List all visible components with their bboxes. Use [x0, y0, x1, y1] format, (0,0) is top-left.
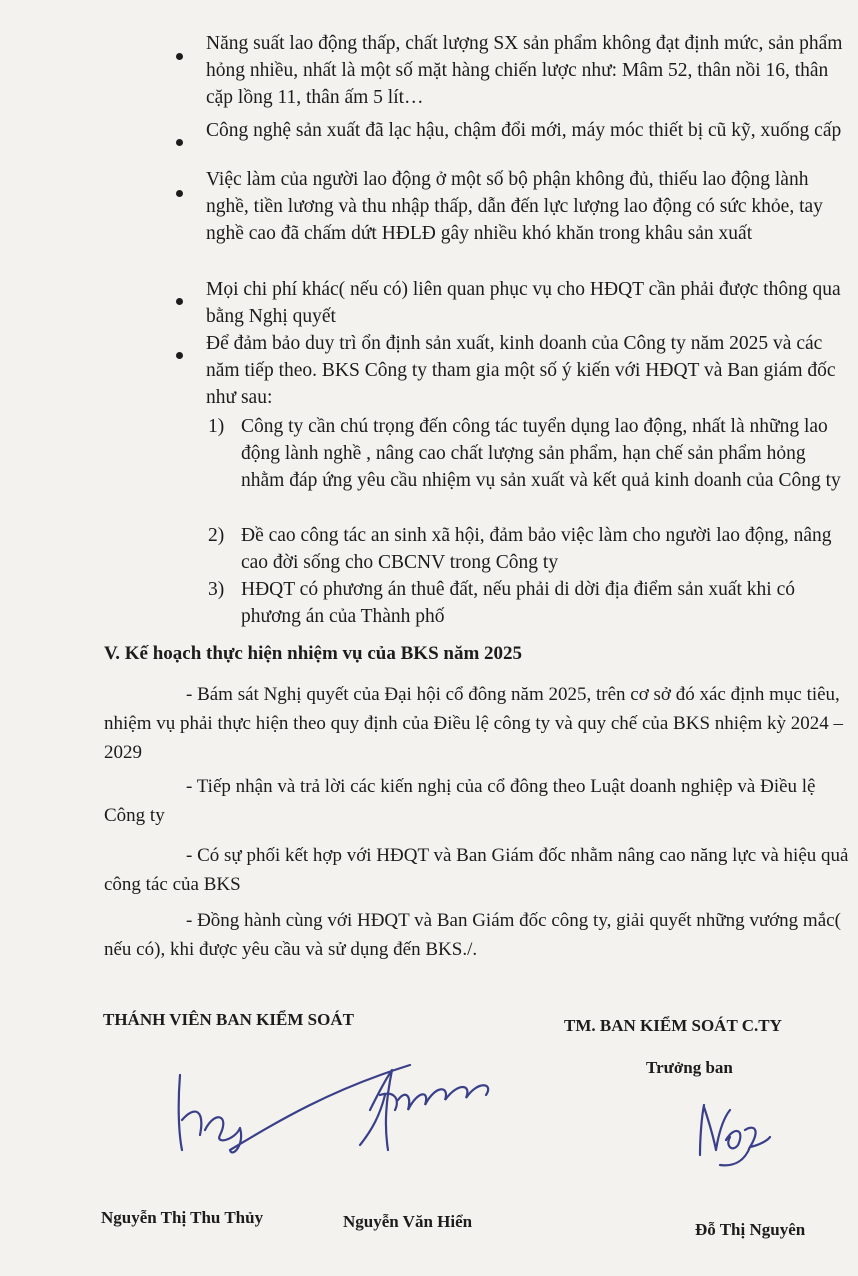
members-title: THÁNH VIÊN BAN KIỂM SOÁT	[103, 1010, 354, 1029]
numbered-label: 2)	[208, 525, 225, 546]
signature-head	[690, 1095, 780, 1170]
paragraph-text: - Đồng hành cùng với HĐQT và Ban Giám đốc công ty, giải quyết những vướng mắc( nếu có), khi được yêu cầu và sử dụng đến BKS./.	[104, 910, 841, 960]
member-name-2: Nguyễn Văn Hiển	[343, 1212, 473, 1231]
bullet-dot	[176, 53, 183, 60]
paragraph-text: - Tiếp nhận và trả lời các kiến nghị của cổ đông theo Luật doanh nghiệp và Điều lệ Công ty	[104, 776, 816, 826]
numbered-text: Công ty cần chú trọng đến công tác tuyển dụng lao động, nhất là những lao động lành nghề , nâng cao chất lượng sản phẩm, hạn chế sản phẩm hỏng nhằm đáp ứng yêu cầu nhiệm vụ sản xuất và kết quả kinh doanh của Công ty	[241, 416, 841, 491]
bullet-text: Để đảm bảo duy trì ổn định sản xuất, kinh doanh của Công ty năm 2025 và các năm tiếp theo. BKS Công ty tham gia một số ý kiến với HĐQT và Ban giám đốc như sau:	[206, 333, 836, 408]
bullet-dot	[176, 139, 183, 146]
head-name: Đỗ Thị Nguyên	[695, 1220, 806, 1239]
head-role: Trưởng ban	[646, 1058, 733, 1077]
bullet-dot	[176, 352, 183, 359]
numbered-label: 3)	[208, 579, 225, 600]
section-heading: V. Kế hoạch thực hiện nhiệm vụ của BKS năm 2025	[104, 643, 523, 664]
numbered-label: 1)	[208, 416, 225, 437]
plan-paragraph	[104, 906, 856, 964]
plan-paragraph	[104, 841, 856, 899]
bullet-text: Công nghệ sản xuất đã lạc hậu, chậm đổi mới, máy móc thiết bị cũ kỹ, xuống cấp	[206, 120, 842, 141]
bullet-text: Việc làm của người lao động ở một số bộ phận không đủ, thiếu lao động lành nghề, tiền lương và thu nhập thấp, dẫn đến lực lượng lao động có sức khỏe, tay nghề cao đã chấm dứt HĐLĐ gây nhiều khó khăn trong khâu sản xuất	[206, 169, 823, 244]
numbered-text: HĐQT có phương án thuê đất, nếu phải di dời địa điểm sản xuất khi có phương án của Thành phố	[241, 579, 795, 627]
board-title: TM. BAN KIỂM SOÁT C.TY	[564, 1016, 782, 1035]
bullet-dot	[176, 298, 183, 305]
plan-paragraph	[104, 772, 856, 830]
numbered-text: Đề cao công tác an sinh xã hội, đảm bảo việc làm cho người lao động, nâng cao đời sống cho CBCNV trong Công ty	[241, 525, 832, 573]
bullet-text: Năng suất lao động thấp, chất lượng SX sản phẩm không đạt định mức, sản phẩm hỏng nhiều, nhất là một số mặt hàng chiến lược như: Mâm 52, thân nồi 16, thân cặp lồng 11, thân ấm 5 lít…	[206, 33, 843, 108]
plan-paragraph	[104, 680, 856, 767]
bullet-text: Mọi chi phí khác( nếu có) liên quan phục vụ cho HĐQT cần phải được thông qua bằng Nghị quyết	[206, 279, 841, 327]
paragraph-text: - Bám sát Nghị quyết của Đại hội cổ đông năm 2025, trên cơ sở đó xác định mục tiêu, nhiệm vụ phải thực hiện theo quy định của Điều lệ công ty và quy chế của BKS nhiệm kỳ 2024 – 2029	[104, 684, 844, 763]
paragraph-text: - Có sự phối kết hợp với HĐQT và Ban Giám đốc nhằm nâng cao năng lực và hiệu quả công tác của BKS	[104, 845, 849, 895]
bullet-dot	[176, 190, 183, 197]
member-name-1: Nguyễn Thị Thu Thủy	[101, 1208, 264, 1227]
signature-members	[160, 1050, 520, 1160]
